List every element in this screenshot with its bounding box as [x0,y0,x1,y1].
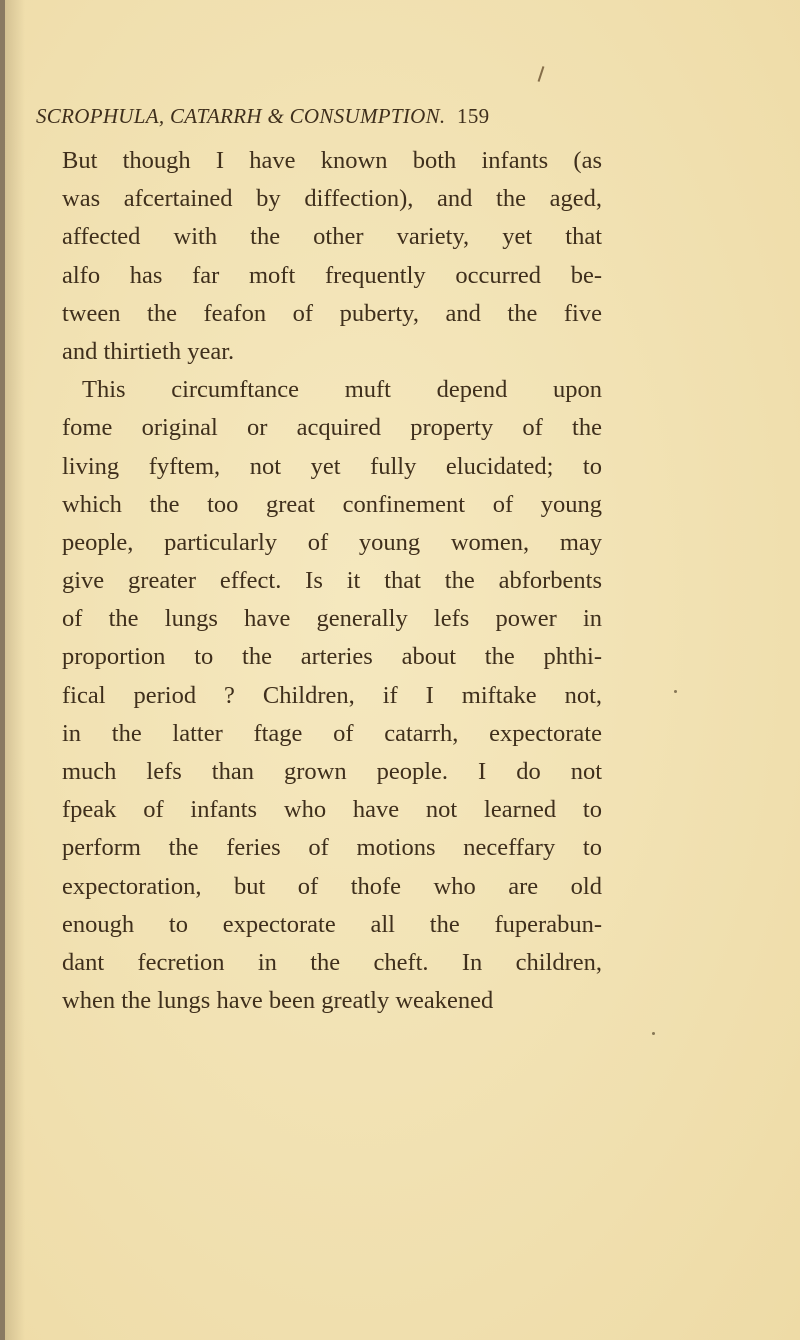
text-line: in the latter ftage of catarrh, expectorate [62,719,602,747]
text-line: and thirtieth year. [62,337,235,365]
text-line: which the too great confinement of young [62,490,602,518]
text-line: fome original or acquired property of the [62,414,602,442]
ink-mark [538,66,545,82]
text-line: But though I have known both infants (as [62,147,602,174]
text-line: of the lungs have generally lefs power in [62,605,602,633]
text-line: affected with the other variety, yet that [62,223,602,251]
running-head [36,104,596,129]
text-line: give greater effect. Is it that the abforbents [62,567,602,595]
running-title: SCROPHULA, CATARRH & CONSUMPTION. [36,104,446,128]
text-line: when the lungs have been greatly weakened [62,987,494,1015]
text-line: fpeak of infants who have not learned to [62,796,602,824]
text-line: fical period ? Children, if I miftake not, [62,681,602,709]
text-line: living fyftem, not yet fully elucidated; to [62,452,602,480]
text-line: alfo has far moft frequently occurred be- [62,261,602,289]
paper-speck [674,690,677,693]
text-line: dant fecretion in the cheft. In children, [62,948,602,976]
text-line: proportion to the arteries about the phthi- [62,643,602,671]
text-line: tween the feafon of puberty, and the five [62,299,602,327]
gutter-shadow [5,0,25,1340]
text-line: much lefs than grown people. I do not [62,758,602,785]
body-text [62,142,602,1020]
text-line: was afcertained by diffection), and the aged, [62,185,602,213]
text-line: This circumftance muft depend upon [82,376,602,404]
paper-speck [652,1032,655,1035]
text-line: perform the feries of motions neceffary to [62,834,602,862]
text-line: enough to expectorate all the fuperabun- [62,910,602,938]
text-line: people, particularly of young women, may [62,528,602,556]
page-number: 159 [457,104,490,128]
text-line: expectoration, but of thofe who are old [62,872,602,900]
